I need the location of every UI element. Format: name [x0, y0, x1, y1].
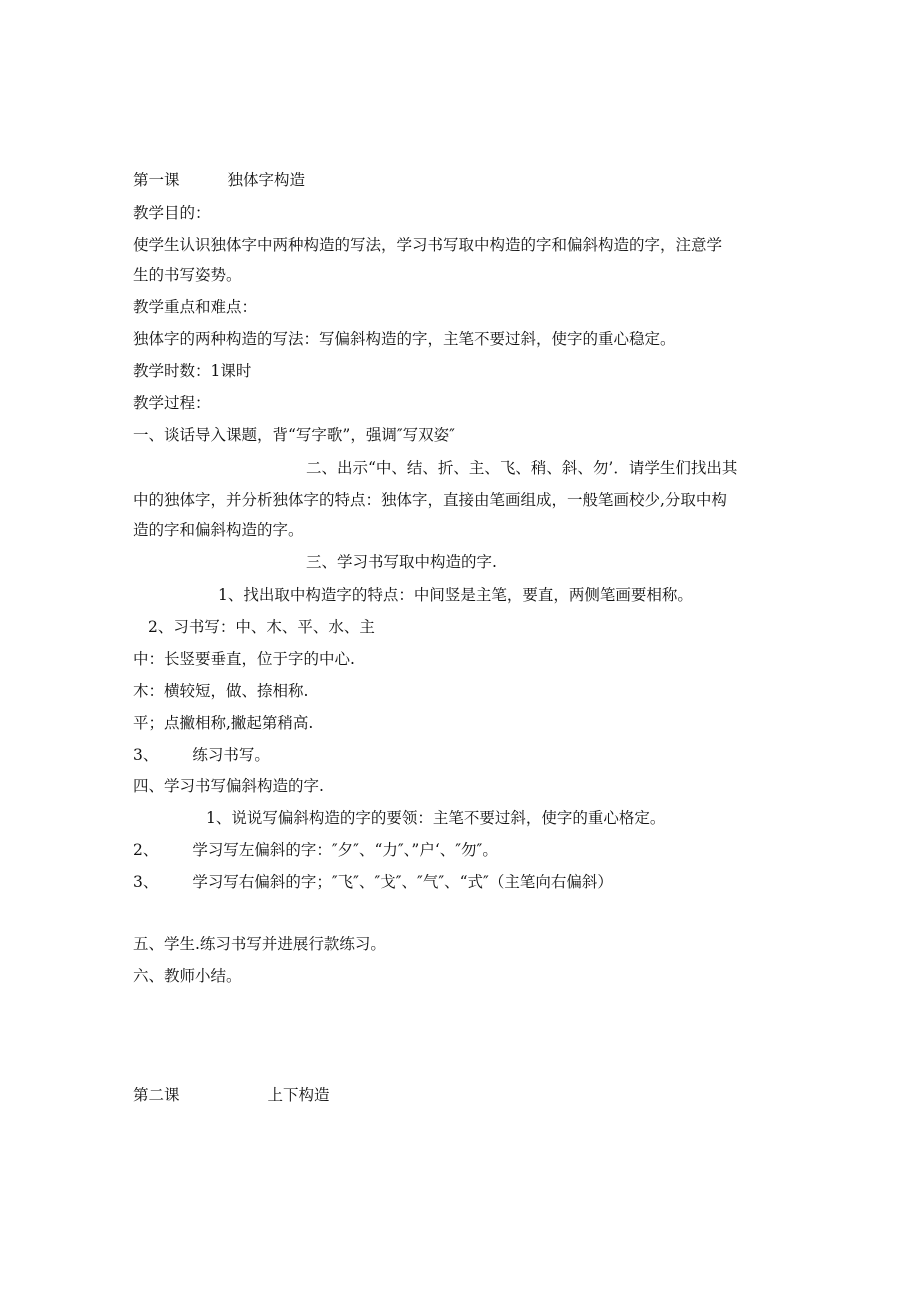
step-4-1: 1、说说写偏斜构造的字的要领：主笔不要过斜，使字的重心格定。	[206, 809, 666, 827]
step-3-3-text: 练习书写。	[192, 746, 270, 764]
objective-heading: 教学目的：	[133, 204, 211, 222]
objective-line-2: 生的书写姿势。	[133, 266, 242, 284]
note-mu: 木：横较短，做、捺相称.	[133, 682, 309, 700]
step-4-2-text: 学习写左偏斜的字：″夕″、“力″、”户‘、″勿″。	[192, 841, 498, 859]
step-3-1: 1、找出取中构造字的特点：中间竖是主笔，要直，两侧笔画要相称。	[218, 586, 693, 604]
step-3-3-number: 3、	[133, 746, 159, 764]
lesson1-label: 第一课	[133, 171, 180, 189]
lesson2-title: 上下构造	[267, 1086, 330, 1104]
step-6: 六、教师小结。	[133, 967, 242, 985]
keypoints-text: 独体字的两种构造的写法：写偏斜构造的字，主笔不要过斜，使字的重心稳定。	[133, 330, 676, 348]
teaching-hours: 教学时数：1课时	[133, 362, 252, 380]
lesson2-heading	[133, 1085, 330, 1105]
step-2-line-2: 中的独体字，并分析独体字的特点：独体字，直接由笔画组成，一般笔画校少,分取中构	[133, 491, 727, 509]
step-3-3	[133, 745, 270, 765]
step-4-2-number: 2、	[133, 841, 159, 859]
step-2-line-3: 造的字和偏斜构造的字。	[133, 521, 304, 539]
note-zhong: 中：长竖要垂直，位于字的中心.	[133, 650, 355, 668]
step-5: 五、学生.练习书写并进展行款练习。	[133, 935, 386, 953]
step-4-3-number: 3、	[133, 873, 159, 891]
step-1: 一、谈话导入课题，背“写字歌”，强调″写双姿″	[133, 426, 455, 444]
process-heading: 教学过程：	[133, 394, 211, 412]
note-ping: 平；点撇相称,撇起第稍高.	[133, 714, 314, 732]
lesson2-label: 第二课	[133, 1086, 180, 1104]
keypoints-heading: 教学重点和难点：	[133, 298, 258, 316]
step-4: 四、学习书写偏斜构造的字.	[133, 777, 324, 795]
step-4-2	[133, 840, 498, 860]
step-2-line-1: 二、出示“中、结、折、主、飞、稍、斜、勿’．请学生们找出其	[306, 459, 738, 477]
lesson1-heading	[133, 170, 305, 190]
step-3: 三、学习书写取中构造的字.	[306, 553, 497, 571]
step-3-2: 2、习书写：中、木、平、水、主	[148, 618, 375, 636]
step-4-3-text: 学习写右偏斜的字；″飞″、″戈″、″气″、“式″（主笔向右偏斜）	[192, 873, 613, 891]
step-4-3	[133, 872, 613, 892]
lesson1-title: 独体字构造	[227, 171, 306, 189]
objective-line-1: 使学生认识独体字中两种构造的写法，学习书写取中构造的字和偏斜构造的字，注意学	[133, 236, 723, 254]
